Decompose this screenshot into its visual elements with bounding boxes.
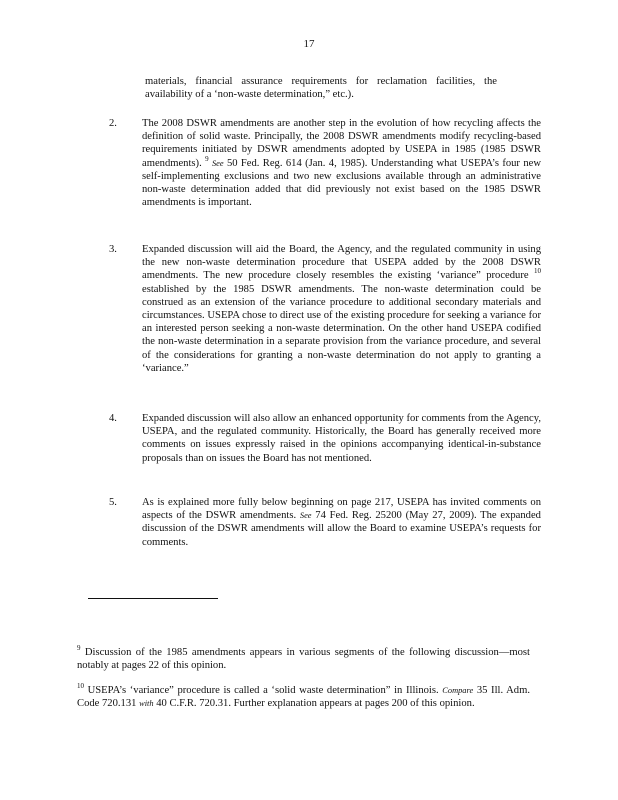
item-4-text: Expanded discussion will also allow an enhanced opportunity for comments from the Agency, USEPA, and the regulated community. Historically, the Board has generally received more comments on issues expressly raised in the opinions accompanying identical-in-substance proposals than on issues the Board has not mentioned.: [142, 413, 541, 464]
list-item-number: 4.: [109, 413, 117, 424]
continuation-text: materials, financial assurance requirements for reclamation facilities, the availability of a ‘non-waste determination,” etc.).: [145, 76, 497, 101]
footnote-text: Discussion of the 1985 amendments appears in various segments of the following discussion—most notably at pages 22 of this opinion.: [77, 647, 530, 672]
item-2-text-part1: The 2008 DSWR amendments are another step in the evolution of how recycling affects the definition of solid waste. Principally, the 2008 DSWR amendments modify recycling-based requirements initiated by DSWR amendments adopted by USEPA in 1985 (1985 DSWR amendments).: [142, 118, 541, 169]
compare-signal: Compare: [442, 686, 474, 695]
list-item-number: 5.: [109, 497, 117, 508]
footnote-number: 9: [77, 644, 81, 652]
list-item-4: [109, 412, 541, 465]
item-2-text-part2: 50 Fed. Reg. 614 (Jan. 4, 1985). Understanding what USEPA’s four new self-implementing exclusions and two new exclusions available through an administrative non-waste determination added that did previously not exist based on the 1985 DSWR amendments is important.: [142, 157, 541, 209]
list-item-text: [142, 117, 541, 209]
item-3-text-part1: Expanded discussion will aid the Board, the Agency, and the regulated community in using the new non-waste determination procedure that USEPA added by the 2008 DSWR amendments. The new procedure closely resembles the existing ‘variance” procedure: [142, 244, 541, 282]
item-3-text-part2: established by the 1985 DSWR amendments. The non-waste determination could be construed as an extension of the variance procedure to additional secondary materials and circumstances. USEPA chose to direct use of the existing procedure for seeking a variance for an interested person seeking a non-waste determination. On the other hand USEPA codified the non-waste determination in a separate provision from the variance procedure, and several of the considerations for granting a non-waste determination do not apply to granting a ‘variance.”: [142, 283, 541, 374]
footnote-10: [77, 684, 530, 710]
list-item-number: 2.: [109, 118, 117, 129]
footnote-divider: [88, 598, 218, 599]
see-signal: See: [211, 158, 224, 168]
list-item-text: [142, 412, 541, 465]
with-signal: with: [139, 699, 154, 709]
list-item-5: [109, 496, 541, 549]
footnote-ref-10[interactable]: 10: [533, 267, 541, 276]
footnote-text-part3: 40 C.F.R. 720.31. Further explanation appears at pages 200 of this opinion.: [156, 698, 475, 710]
footnote-9: [77, 646, 530, 672]
footnote-text-part2: 35 Ill. Adm. Code 720.131: [77, 685, 530, 710]
list-item-2: [109, 117, 541, 209]
footnote-text-part1: USEPA’s ‘variance” procedure is called a ‘solid waste determination” in Illinois.: [87, 685, 439, 696]
see-signal: See: [299, 511, 312, 521]
continuation-paragraph: [145, 75, 497, 101]
list-item-number: 3.: [109, 244, 117, 255]
list-item-text: [142, 496, 541, 549]
footnote-number: 10: [77, 682, 84, 690]
item-5-text-part2: 74 Fed. Reg. 25200 (May 27, 2009). The expanded discussion of the DSWR amendments will allow the Board to examine USEPA’s requests for comments.: [142, 510, 541, 548]
item-5-text-part1: As is explained more fully below beginning on page 217, USEPA has invited comments on aspects of the DSWR amendments.: [142, 497, 541, 522]
footnote-ref-9[interactable]: 9: [205, 154, 209, 163]
list-item-3: [109, 243, 541, 375]
list-item-text: [142, 243, 541, 375]
page-number: 17: [303, 38, 315, 50]
